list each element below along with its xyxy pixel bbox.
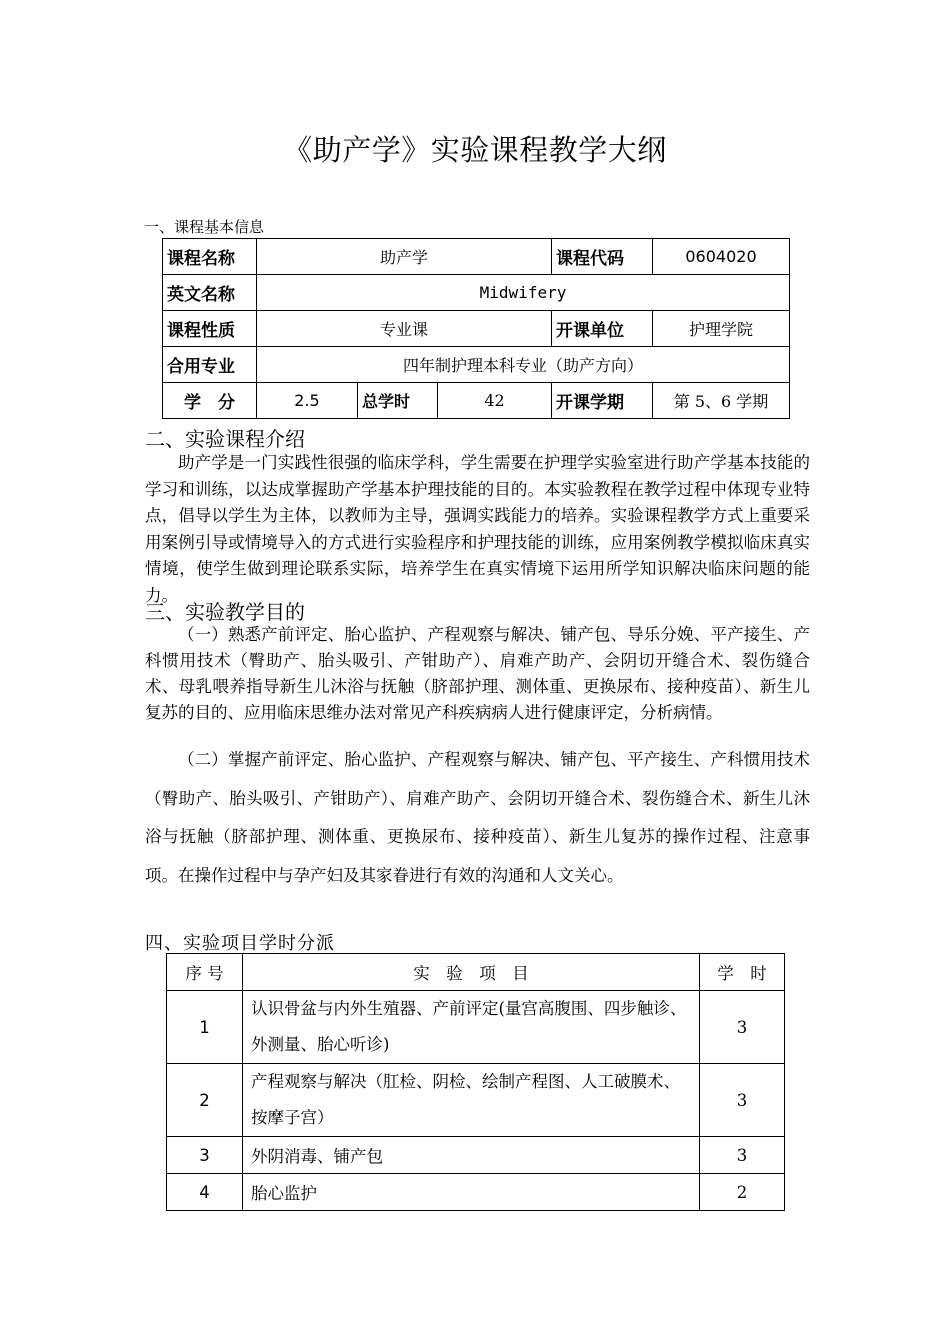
objective-master-paragraph: （二）掌握产前评定、胎心监护、产程观察与解决、铺产包、平产接生、产科惯用技术（臀助产、胎头吸引、产钳助产）、肩难产助产、会阴切开缝合术、裂伤缝合术、新生儿沐浴与抚触（脐部护理、测体重、更换尿布、接种疫苗）、新生儿复苏的操作过程、注意事项。在操作过程中与孕产妇及其家眷进行有效的沟通和人文关心。 <box>145 750 810 885</box>
table-row <box>163 275 790 311</box>
row-number: 2 <box>167 1064 243 1137</box>
table-row <box>167 991 785 1064</box>
table-row <box>163 383 790 419</box>
applicable-major-value: 四年制护理本科专业（助产方向） <box>257 347 790 383</box>
section-4-heading: 四、实验项目学时分派 <box>145 933 335 954</box>
table-row <box>167 1064 785 1137</box>
offering-unit-label: 开课单位 <box>552 311 653 347</box>
english-name-label: 英文名称 <box>163 275 257 311</box>
offering-unit-value: 护理学院 <box>653 311 790 347</box>
project-hours-table <box>166 953 785 1211</box>
total-hours-value: 42 <box>438 383 552 419</box>
total-hours-label: 总学时 <box>358 383 438 419</box>
row-hours: 3 <box>700 1137 785 1174</box>
course-nature-value: 专业课 <box>257 311 552 347</box>
course-name-value: 助产学 <box>257 239 552 275</box>
course-code-label: 课程代码 <box>552 239 653 275</box>
section-3-body-master <box>145 741 810 895</box>
applicable-major-label: 合用专业 <box>163 347 257 383</box>
row-item: 外阴消毒、铺产包 <box>243 1137 700 1174</box>
row-hours: 3 <box>700 991 785 1064</box>
section-3-body-familiar <box>145 622 810 726</box>
course-info-table <box>162 238 790 419</box>
section-1-heading: 一、课程基本信息 <box>144 218 265 236</box>
course-code-value: 0604020 <box>653 239 790 275</box>
course-nature-label: 课程性质 <box>163 311 257 347</box>
term-value: 第 5、6 学期 <box>653 383 790 419</box>
row-item: 认识骨盆与内外生殖器、产前评定(量宫高腹围、四步触诊、外测量、胎心听诊) <box>243 991 700 1064</box>
table-row <box>163 347 790 383</box>
row-hours: 2 <box>700 1174 785 1211</box>
section-2-body <box>145 450 810 609</box>
column-header-number: 序 号 <box>167 954 243 991</box>
row-number: 3 <box>167 1137 243 1174</box>
table-row <box>163 311 790 347</box>
page-title: 《助产学》实验课程教学大纲 <box>283 133 667 167</box>
section-2-heading: 二、实验课程介绍 <box>145 427 305 451</box>
course-intro-paragraph: 助产学是一门实践性很强的临床学科，学生需要在护理学实验室进行助产学基本技能的学习和训练，以达成掌握助产学基本护理技能的目的。本实验教程在教学过程中体现专业特点，倡导以学生为主体，以教师为主导，强调实践能力的培养。实验课程教学方式上重要采用案例引导或情境导入的方式进行实验程序和护理技能的训练，应用案例教学模拟临床真实情境，使学生做到理论联系实际，培养学生在真实情境下运用所学知识解决临床问题的能力。 <box>145 453 810 605</box>
section-3-heading: 三、实验教学目的 <box>145 600 305 624</box>
table-row <box>163 239 790 275</box>
row-item: 产程观察与解决（肛检、阴检、绘制产程图、人工破膜术、按摩子宫） <box>243 1064 700 1137</box>
row-number: 4 <box>167 1174 243 1211</box>
column-header-hours: 学 时 <box>700 954 785 991</box>
column-header-item: 实 验 项 目 <box>243 954 700 991</box>
credit-label: 学 分 <box>163 383 257 419</box>
objective-familiar-paragraph: （一）熟悉产前评定、胎心监护、产程观察与解决、铺产包、导乐分娩、平产接生、产科惯用技术（臀助产、胎头吸引、产钳助产）、肩难产助产、会阴切开缝合术、裂伤缝合术、母乳喂养指导新生儿沐浴与抚触（脐部护理、测体重、更换尿布、接种疫苗）、新生儿复苏的目的、应用临床思维办法对常见产科疾病病人进行健康评定，分析病情。 <box>145 625 810 722</box>
course-name-label: 课程名称 <box>163 239 257 275</box>
table-header-row <box>167 954 785 991</box>
row-item: 胎心监护 <box>243 1174 700 1211</box>
term-label: 开课学期 <box>552 383 653 419</box>
row-number: 1 <box>167 991 243 1064</box>
table-row <box>167 1174 785 1211</box>
english-name-value: Midwifery <box>257 275 790 311</box>
credit-value: 2.5 <box>257 383 358 419</box>
row-hours: 3 <box>700 1064 785 1137</box>
table-row <box>167 1137 785 1174</box>
